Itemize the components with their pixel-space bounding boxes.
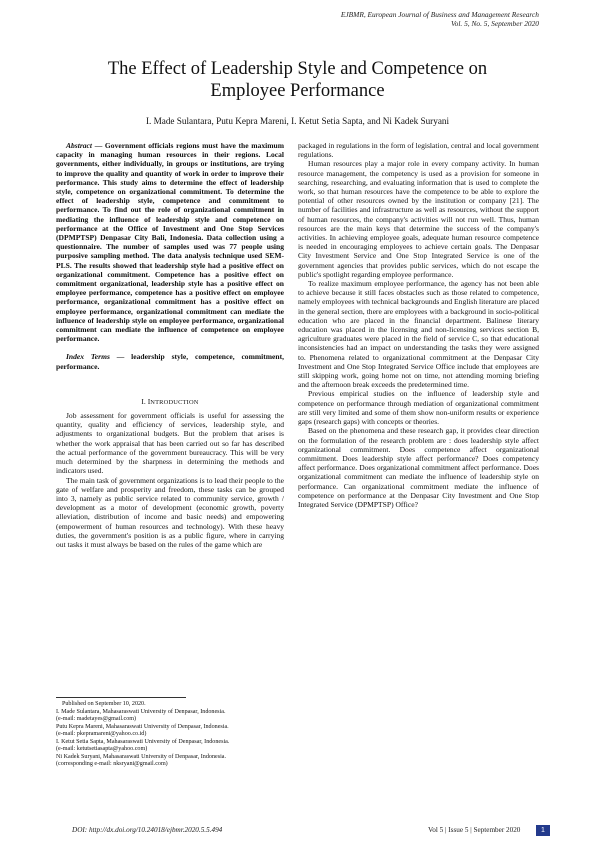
paragraph: Previous empirical studies on the influence of leadership style and competence on performance through mediation of organizational commitment are still very limited and some of them show non-uniform results or experience gaps (research gaps) with concepts or theories. xyxy=(298,389,539,427)
right-column xyxy=(298,141,539,509)
abstract-text: — Government officials regions must have the maximum capacity in managing human resources in their regions. Local governments, either individually, in groups or institutions, are trying to improve the quality and quantity of work in order to improve their performance. This study aims to determine the effect of leadership style, competence on organizational commitment. To determine the effect of leadership style, competence and commitment to performance. To find out the role of organizational commitment in mediating the influence of leadership style and competence on performance at the Office of Investment and One Stop Services (DPMPTSP) Denpasar City Bali, Indonesia. Data collection using a questionnaire. The number of samples used was 77 people using purposive sampling method. The data analysis technique used SEM-PLS. The results showed that leadership style had a positive effect on organizational commitment. Competence has a positive effect on commitment organizational, leadership style has a positive effect on employee performance, competence has a positive effect on employee performance, organizational commitment has a positive effect on employee performance, organizational commitment can mediate the influence of leadership style on employee performance, organizational commitment can mediate the influence of competence on employee performance. xyxy=(56,141,284,344)
index-terms xyxy=(56,352,284,370)
footnote-line: Putu Kepra Mareni, Mahasaraswati University of Denpasar, Indonesia. xyxy=(56,723,229,730)
footer-volume: Vol 5 | Issue 5 | September 2020 xyxy=(428,826,521,834)
footnote-line: (corresponding e-mail: nksryani@gmail.com) xyxy=(56,761,168,767)
section-title-initial: I xyxy=(147,396,151,406)
title-line-2: Employee Performance xyxy=(210,81,385,101)
footnote-line: (e-mail: madetayes@gmail.com) xyxy=(56,716,137,722)
index-terms-text: — leadership style, competence, commitment, performance. xyxy=(56,352,284,371)
paper-title xyxy=(40,58,555,102)
paragraph: Human resources play a major role in every company activity. In human resource management, the competency is used as a provision for someone in searching, researching, and evaluating information that is used to complete the work, so that human resources have the competence to be able to explore the potential of other resources owned by the institution or company [21]. The number of facilities and infrastructure as well as resources, without the support of human resources, the company's activities will not run well. Thus, human resources are the main keys that determine the success of the company's activities. In achieving employee goals, adequate human resource competence is needed in encouraging employees to achieve certain goals. The Denpasar City Investment Service and One Stop Integrated Service is one of the government agencies that provides public services, which do not escape the public's spotlight regarding employee performance. xyxy=(298,159,539,279)
journal-issue: Vol. 5, No. 5, September 2020 xyxy=(450,19,539,28)
section-number: I. xyxy=(141,396,148,406)
footnote-line: (e-mail: ketutsetiasapta@yahoo.com) xyxy=(56,746,148,752)
section-title-rest: NTRODUCTION xyxy=(150,398,199,406)
paragraph: Job assessment for government officials is useful for assessing the quantity, quality and efficiency of services, leadership style, and adjustments to organizational budgets. But the problem that arises is whether the work appraisal that has been carried out so far has described the actual performance of the government bureaucracy. This will be very much determined by the sharpness in determining the methods and indicators used. xyxy=(56,411,284,476)
abstract-label: Abstract xyxy=(66,141,92,150)
paragraph: Based on the phenomena and these research gap, it provides clear direction on the formulation of the research problem are : does leadership style affect organizational commitment. Does competence affect organizational commitment. Does leadership style affect performance? Does competency affect performance. Does organizational commitment affect performance. Does organizational commitment can mediate the influence of leadership style on performance. Can organizational commitment mediate the influence of competence on performance at the Denpasar City Investment and One Stop Integrated Service (DPMPTSP) Office? xyxy=(298,426,539,509)
journal-name: EJBMR, European Journal of Business and Management Research xyxy=(340,10,539,19)
author-list: I. Made Sulantara, Putu Kepra Mareni, I. Ketut Setia Sapta, and Ni Kadek Suryani xyxy=(145,116,450,126)
left-column xyxy=(56,141,284,549)
paragraph: packaged in regulations in the form of legislation, central and local government regulations. xyxy=(298,141,539,160)
abstract xyxy=(56,141,284,343)
footer-doi: DOI: http://dx.doi.org/10.24018/ejbmr.2020.5.5.494 xyxy=(72,826,223,834)
page-number: 1 xyxy=(536,825,550,836)
index-terms-label: Index Terms xyxy=(66,352,110,362)
footnote-line: I. Ketut Setia Sapta, Mahasaraswati University of Denpasar, Indonesia. xyxy=(56,738,230,745)
running-header xyxy=(341,10,539,28)
footnote-published: Published on September 10, 2020. xyxy=(62,701,146,707)
footnotes xyxy=(56,701,296,769)
paragraph: The main task of government organizations is to lead their people to the gate of welfare and prosperity and freedom, these tasks can be grouped into 3, namely as public service related to community service, growth / development as a motor of development (economic growth, poverty alleviation, distribution of income and basic needs) and empowering (empowerment of human resources and technology). With these heavy duties, the government's position is as a public figure, where in carrying out tasks it must always be based on the rules of the game which are xyxy=(56,475,284,549)
footnote-divider xyxy=(56,697,186,698)
footnote-line: (e-mail: pkepramareni@yahoo.co.id) xyxy=(56,731,147,737)
section-heading-introduction xyxy=(56,397,284,407)
footnote-line: I. Made Sulantara, Mahasaraswati University of Denpasar, Indonesia. xyxy=(56,708,226,715)
title-line-1: The Effect of Leadership Style and Competence on xyxy=(107,59,488,79)
footnote-line: Ni Kadek Suryani, Mahasaraswati University of Denpasar, Indonesia. xyxy=(56,753,226,760)
paragraph: To realize maximum employee performance, the agency has not been able to achieve because it still faces obstacles such as those related to competence, namely employees with technical backgrounds and English literature are placed in the general section, there are employees with a background in socio-political education who are placed in the financial department. Balinese literary education was placed in the licensing and non-licensing services section B, agriculture graduates were placed in the field of service C, so that educational inconsistencies had an impact on understanding the tasks they were assigned to. Phenomena related to organizational commitment at the Denpasar City Investment and One Stop Integrated Service Office include that employees are still skipping work, going home not on time, not attending morning briefing and the afternoon break exceeds the predetermined time. xyxy=(298,279,539,390)
